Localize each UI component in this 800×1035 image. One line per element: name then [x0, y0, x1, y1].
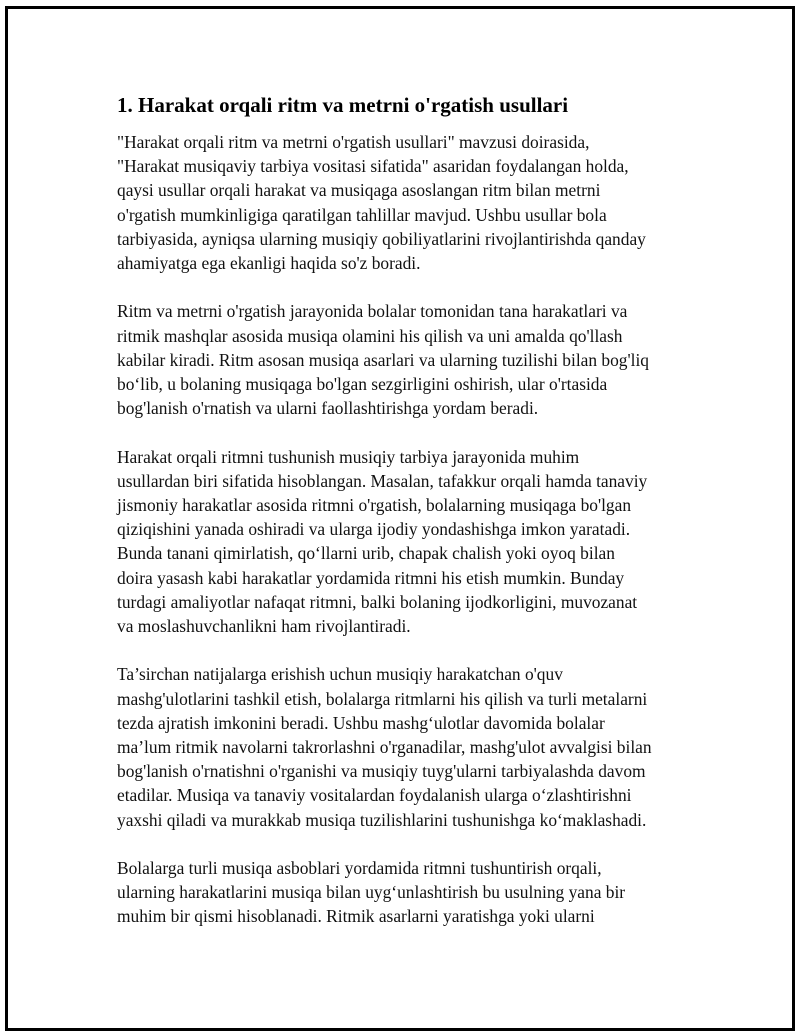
text-line: bog'lanish o'rnatish va ularni faollashtirishga yordam beradi. — [117, 398, 539, 419]
text-line: doira yasash kabi harakatlar yordamida ritmni his etish mumkin. Bunday — [117, 567, 625, 588]
text-line: etadilar. Musiqa va tanaviy vositalardan foydalanish ularga o‘zlashtirishni — [117, 785, 632, 806]
text-line: turdagi amaliyotlar nafaqat ritmni, balki bolaning ijodkorligini, muvozanat — [117, 591, 638, 612]
text-line: ritmik mashqlar asosida musiqa olamini his qilish va uni amalda qo'llash — [117, 325, 623, 346]
text-line: "Harakat musiqaviy tarbiya vositasi sifatida" asaridan foydalangan holda, — [117, 156, 629, 177]
text-line: Bolalarga turli musiqa asboblari yordamida ritmni tushuntirish orqali, — [117, 858, 602, 879]
text-line: yaxshi qiladi va murakkab musiqa tuzilishlarini tushunishga ko‘maklashadi. — [117, 809, 647, 830]
text-line: Ritm va metrni o'rgatish jarayonida bolalar tomonidan tana harakatlari va — [117, 301, 628, 322]
text-line: ma’lum ritmik navolarni takrorlashni o'rganadilar, mashg'ulot avvalgisi bilan — [117, 737, 652, 758]
text-line: bo‘lib, u bolaning musiqaga bo'lgan sezgirligini oshirish, ular o'rtasida — [117, 374, 608, 395]
text-line: Harakat orqali ritmni tushunish musiqiy tarbiya jarayonida muhim — [117, 446, 580, 467]
text-line: va moslashuvchanlikni ham rivojlantiradi. — [117, 616, 411, 637]
text-line: tarbiyasida, ayniqsa ularning musiqiy qobiliyatlarini rivojlantirishda qanday — [117, 228, 646, 249]
text-line: mashg'ulotlarini tashkil etish, bolalarga ritmlarni his qilish va turli metalarni — [117, 688, 648, 709]
text-line: Ta’sirchan natijalarga erishish uchun musiqiy harakatchan o'quv — [117, 664, 563, 685]
text-line: "Harakat orqali ritm va metrni o'rgatish usullari" mavzusi doirasida, — [117, 132, 590, 152]
text-line: jismoniy harakatlar asosida ritmni o'rgatish, bolalarning musiqaga bo'lgan — [117, 495, 632, 516]
text-line: qaysi usullar orqali harakat va musiqaga asoslangan ritm bilan metrni — [117, 180, 601, 201]
text-line: usullardan biri sifatida hisoblangan. Masalan, tafakkur orqali hamda tanaviy — [117, 470, 648, 491]
text-line: bog'lanish o'rnatishni o'rganishi va musiqiy tuyg'ularni tarbiyalashda davom — [117, 761, 646, 782]
text-line: muhim bir qismi hisoblanadi. Ritmik asarlarni yaratishga yoki ularni — [117, 906, 595, 927]
paragraph-5 — [117, 856, 697, 929]
document-body — [117, 92, 697, 953]
section-title: 1. Harakat orqali ritm va metrni o'rgatish usullari — [117, 93, 569, 117]
text-line: kabilar kiradi. Ritm asosan musiqa asarlari va ularning tuzilishi bilan bog'liq — [117, 349, 649, 370]
paragraph-1 — [117, 130, 697, 275]
text-line: ahamiyatga ega ekanligi haqida so'z boradi. — [117, 253, 421, 274]
text-line: qiziqishini yanada oshiradi va ularga ijodiy yondashishga imkon yaratadi. — [117, 519, 631, 540]
text-line: o'rgatish mumkinligiga qaratilgan tahlillar mavjud. Ushbu usullar bola — [117, 204, 607, 225]
paragraph-3 — [117, 445, 697, 639]
paragraph-2 — [117, 299, 697, 420]
text-line: Bunda tanani qimirlatish, qo‘llarni urib, chapak chalish yoki oyoq bilan — [117, 543, 615, 564]
paragraph-4 — [117, 662, 697, 831]
text-line: tezda ajratish imkonini beradi. Ushbu mashg‘ulotlar davomida bolalar — [117, 712, 605, 733]
text-line: ularning harakatlarini musiqa bilan uyg‘unlashtirish bu usulning yana bir — [117, 882, 626, 903]
